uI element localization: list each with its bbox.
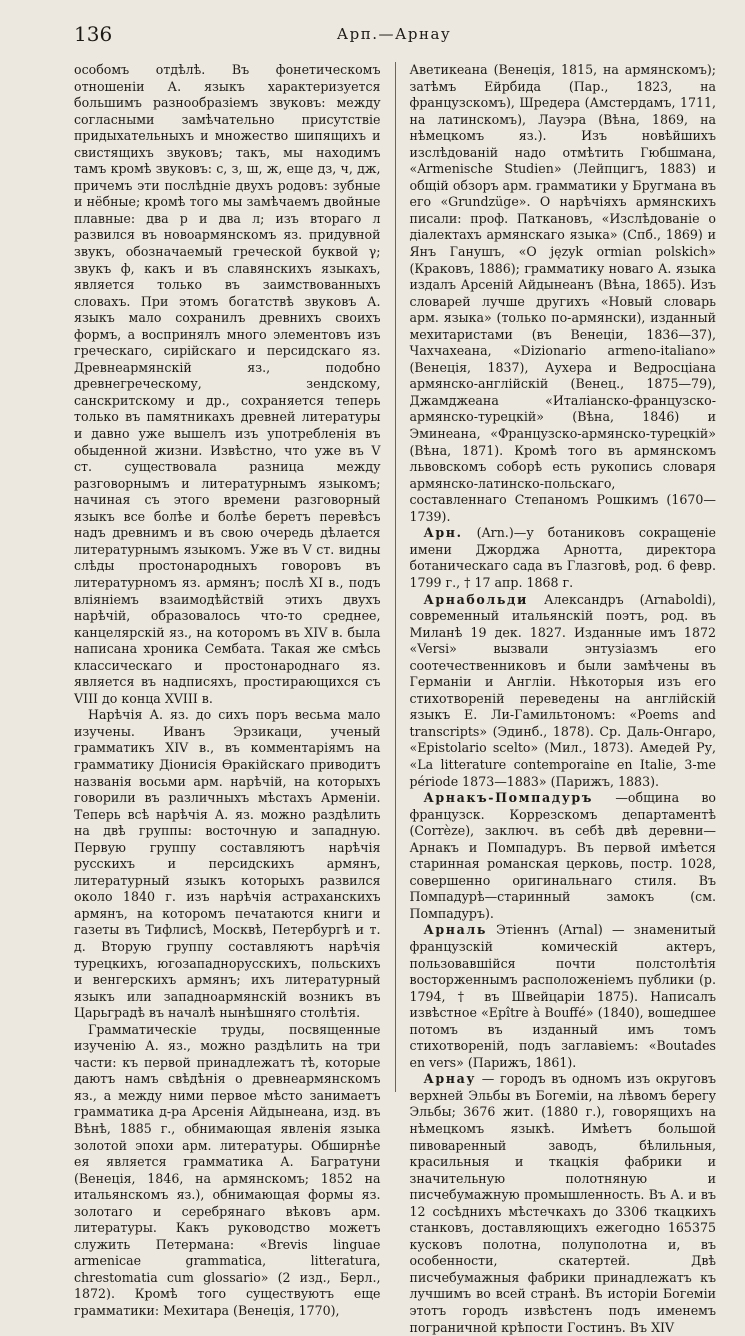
paragraph-text: —община во французск. Коррезскомъ департаментѣ (Corrèze), заключ. въ себѣ двѣ деревни—Арнакъ и Помпадуръ. Въ первой имѣется старинная романская церковь, постр. 1028, совершенно оригинальнаго стиля. Въ Помпадурѣ—старинный замокъ (см. Помпадуръ).	[409, 790, 716, 921]
column-divider	[395, 62, 396, 1092]
paragraph-text: особомъ отдѣлѣ. Въ фонетическомъ отношеніи А. языкъ характеризуется большимъ разнообразіемъ звуковъ: между согласными замѣчательно присутствіе придыхательныхъ и множество шипящихъ и свистящихъ звуковъ; такъ, мы находимъ тамъ кромѣ звуковъ: с, з, ш, ж, еще дз, ч, дж, причемъ эти послѣдніе двухъ родовъ: зубные и нёбные; кромѣ того мы замѣчаемъ двойные плавные: два р и два л; изъ втораго л развился въ новоармянскомъ яз. придувной звукъ, обозначаемый греческой буквой γ; звукъ ф, какъ и въ славянскихъ языкахъ, является только въ заимствованныхъ словахъ. При этомъ богатствѣ звуковъ А. языкъ мало сохранилъ древнихъ своихъ формъ, а воспринялъ много элементовъ изъ греческаго, сирійскаго и персидскаго яз. Древнеармянскій яз., подобно древнегреческому, зендскому, санскритскому и др., сохраняется теперь только въ памятникахъ древней литературы и давно уже вышелъ изъ употребленія въ обыденной жизни. Извѣстно, что уже въ V ст. существовала разница между разговорнымъ и литературнымъ языкомъ; начиная съ этого времени разговорный языкъ все болѣе и болѣе беретъ перевѣсъ надъ древнимъ и въ свою очередь дѣлается литературнымъ языкомъ. Уже въ V ст. видны слѣды простонародныхъ говоровъ въ литературномъ яз. армянъ; послѣ XI в., подъ вліяніемъ взаимодѣйствій этихъ двухъ нарѣчій, образовалось что-то среднее, канцелярскій яз., на которомъ въ XIV в. была написана хроника Сембата. Такая же смѣсь классическаго и простонароднаго яз. является въ надписяхъ, простирающихся съ VIII до конца XVIII в.	[74, 62, 381, 706]
dictionary-entry	[410, 1071, 717, 1336]
paragraph	[74, 707, 381, 1021]
paragraph-text: Этіеннъ (Arnal) — знаменитый французскій комическій актеръ, пользовавшійся почти полстолѣтія восторженнымъ расположеніемъ публики (р. 1794, † въ Швейцаріи 1875). Написалъ извѣстное «Epître à Bouffé» (1840), вошедшее потомъ въ изданный имъ томъ стихотвореній, подъ заглавіемъ: «Boutades en vers» (Парижъ, 1861).	[409, 922, 716, 1070]
entry-headword: Арнау	[423, 1071, 477, 1087]
entry-headword: Арн.	[423, 525, 463, 541]
paragraph	[410, 62, 717, 525]
paragraph-text: Грамматическіе труды, посвященные изученію А. яз., можно раздѣлить на три части: къ первой принадлежатъ тѣ, которые даютъ намъ свѣдѣнія о древнеармянскомъ яз., а между ними первое мѣсто занимаетъ грамматика д-ра Арсенія Айдынеана, изд. въ Вѣнѣ, 1885 г., обнимающая явленія языка золотой эпохи арм. литературы. Обширнѣе ея является грамматика А. Багратуни (Венеція, 1846, на армянскомъ; 1852 на итальянскомъ яз.), обнимающая формы яз. золотаго и серебрянаго вѣковъ арм. литературы. Какъ руководство можетъ служить Петермана: «Brevis linguae armenicae grammatica, litteratura, chrestomatia cum glossario» (2 изд., Берл., 1872). Кромѣ того существуютъ еще грамматики: Мехитара (Венеція, 1770),	[74, 1021, 381, 1319]
right-column	[409, 62, 717, 1335]
dictionary-entry	[410, 525, 717, 591]
page-number: 136	[74, 22, 113, 46]
dictionary-entry	[410, 790, 717, 922]
entry-headword: Арналь	[423, 922, 487, 938]
paragraph-text: (Arn.)—у ботаниковъ сокращеніе имени Джорджа Арнотта, директора ботаническаго сада въ Глазговѣ, род. 6 февр. 1799 г., † 17 апр. 1868 г.	[409, 525, 716, 590]
paragraph	[74, 62, 381, 707]
left-column	[74, 62, 381, 1319]
paragraph-text: Александръ (Arnaboldi), современный итальянскій поэтъ, род. въ Миланѣ 19 дек. 1827. Изданные имъ 1872 «Versi» вызвали энтузіазмъ его соотечественниковъ и были замѣчены въ Германіи и Англіи. Нѣкоторыя изъ его стихотвореній переведены на англійскій языкъ Е. Ли-Гамильтономъ: «Poems and transcripts» (Эдинб., 1878). Ср. Даль-Онгаро, «Epistolario scelto» (Мил., 1873). Амедей Ру, «La litterature contemporaine en Italie, 3-me période 1873—1883» (Парижъ, 1883).	[409, 591, 716, 789]
running-head	[74, 22, 714, 52]
dictionary-entry	[410, 592, 717, 791]
paragraph-text: Аветикеана (Венеція, 1815, на армянскомъ); затѣмъ Ейрбида (Пар., 1823, на французскомъ), Шредера (Амстердамъ, 1711, на латинскомъ), Лауэра (Вѣна, 1869, на нѣмецкомъ яз.). Изъ новѣйшихъ изслѣдованій надо отмѣтить Гюбшмана, «Armenische Studien» (Лейпцигъ, 1883) и общій обзоръ арм. грамматики у Бругмана въ его «Grundzüge». О нарѣчіяхъ армянскихъ писали: проф. Паткановъ, «Изслѣдованіе о діалектахъ армянскаго языка» (Спб., 1869) и Янъ Ганушъ, «O język ormian polskich» (Краковъ, 1886); грамматику новаго А. языка издалъ Арсеній Айдынеанъ (Вѣна, 1865). Изъ словарей лучше другихъ «Новый словарь арм. языка» (только по-армянски), изданный мехитаристами (въ Венеціи, 1836—37), Чахчахеана, «Dizionario armeno-italiano» (Венеція, 1837), Аухера и Ведросціана армянско-англійскій (Венец., 1875—79), Джамджеана «Италіанско-французско-армянско-турецкій» (Вѣна, 1846) и Эминеана, «Французско-армянско-турецкій» (Вѣна, 1871). Кромѣ того въ армянскомъ львовскомъ соборѣ есть рукопись словаря армянско-латинско-польскаго, составленнаго Степаномъ Рошкимъ (1670—1739).	[409, 62, 716, 524]
paragraph-text: Нарѣчія А. яз. до сихъ поръ весьма мало изучены. Иванъ Эрзикаци, ученый грамматикъ XIV в., въ комментаріямъ на грамматику Діонисія Ѳракійскаго приводитъ названія восьми арм. нарѣчій, на которыхъ говорили въ различныхъ мѣстахъ Арменіи. Теперь всѣ нарѣчія А. яз. можно раздѣлить на двѣ группы: восточную и западную. Первую группу составляютъ нарѣчія русскихъ и персидскихъ армянъ, литературный языкъ которыхъ развился около 1840 г. изъ нарѣчія астраханскихъ армянъ, на которомъ печатаются книги и газеты въ Тифлисѣ, Москвѣ, Петербургѣ и т. д. Вторую группу составляютъ нарѣчія турецкихъ, югозападнорусскихъ, польскихъ и венгерскихъ армянъ; ихъ литературный языкъ или западноармянскій возникъ въ Царьградѣ въ началѣ нынѣшняго столѣтія.	[74, 707, 381, 1021]
dictionary-entry	[410, 922, 717, 1071]
entry-headword: Арнакъ-Помпадуръ	[423, 790, 594, 806]
text-columns	[74, 62, 716, 1335]
paragraph-text: — городъ въ одномъ изъ округовъ верхней Эльбы въ Богеміи, на лѣвомъ берегу Эльбы; 3676 жит. (1880 г.), говорящихъ на нѣмецкомъ языкѣ. Имѣетъ большой пивоваренный заводъ, бѣлильныя, красильныя и ткацкія фабрики и значительную полотняную и писчебумажную промышленность. Въ А. и въ 12 сосѣднихъ мѣстечкахъ до 3306 ткацкихъ станковъ, доставляющихъ ежегодно 165375 кусковъ полотна, полуполотна и, въ особенности, скатертей. Двѣ писчебумажныя фабрики принадлежатъ къ лучшимъ во всей странѣ. Въ исторіи Богеміи этотъ городъ извѣстенъ подъ именемъ пограничной крѣпости Гостинъ. Въ XIV	[409, 1071, 716, 1335]
paragraph	[74, 1022, 381, 1320]
running-headwords: Арп.—Арнау	[336, 25, 452, 43]
entry-headword: Арнабольди	[423, 591, 528, 607]
